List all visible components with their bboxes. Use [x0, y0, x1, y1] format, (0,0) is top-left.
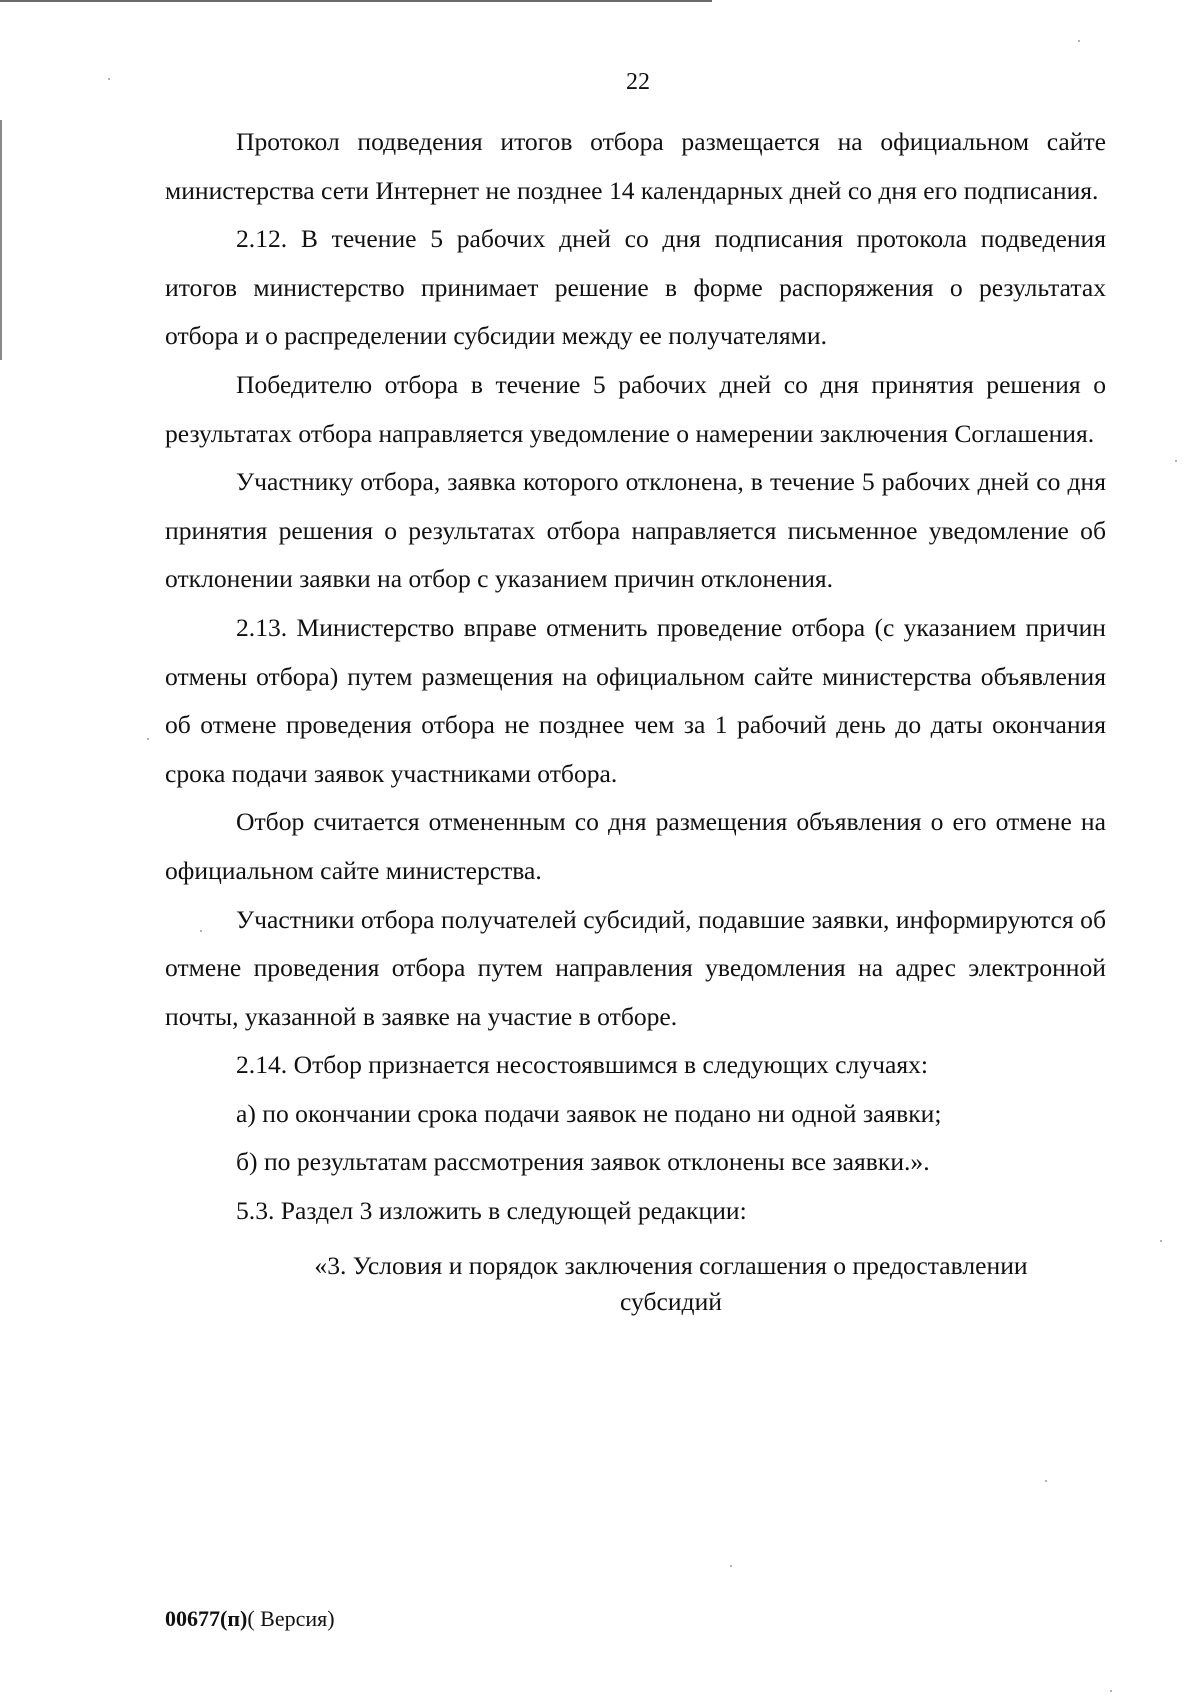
scan-speck — [200, 930, 202, 932]
paragraph-participants-informed: Участники отбора получателей субсидий, подавшие заявки, информируются об отмене проведения отбора путем направления уведомления на адрес электронной почты, указанной в заявке на участие в отборе. — [165, 904, 1106, 1031]
document-body — [165, 118, 1106, 1320]
paragraph-protocol-publication: Протокол подведения итогов отбора размещается на официальном сайте министерства сети Интернет не позднее 14 календарных дней со дня его подписания. — [165, 127, 1106, 205]
footer — [165, 1604, 335, 1634]
list-item-a: а) по окончании срока подачи заявок не подано ни одной заявки; — [236, 1098, 942, 1128]
scan-speck — [1078, 40, 1080, 42]
section-heading — [165, 1248, 1106, 1320]
document-code: 00677(п) — [165, 1606, 248, 1631]
paragraph-cancel-effective: Отбор считается отмененным со дня размещения объявления о его отмене на официальном сайте министерства. — [165, 807, 1106, 885]
paragraph-rejection-notice: Участнику отбора, заявка которого отклонена, в течение 5 рабочих дней со дня принятия решения о результатах отбора направляется письменное уведомление об отклонении заявки на отбор с указанием причин отклонения. — [165, 467, 1106, 594]
list-item-b: б) по результатам рассмотрения заявок отклонены все заявки.». — [236, 1147, 930, 1177]
paragraph-2-14: 2.14. Отбор признается несостоявшимся в следующих случаях: — [236, 1050, 929, 1080]
scan-speck — [1175, 460, 1177, 462]
paragraph-2-13: 2.13. Министерство вправе отменить проведение отбора (с указанием причин отмены отбора) путем размещения на официальном сайте министерства объявления об отмене проведения отбора не позднее чем за 1 рабочий день до даты окончания срока подачи заявок участниками отбора. — [165, 612, 1106, 788]
paragraph-2-12: 2.12. В течение 5 рабочих дней со дня подписания протокола подведения итогов министерство принимает решение в форме распоряжения о результатах отбора и о распределении субсидии между ее получателями. — [165, 224, 1106, 351]
page-number: 22 — [626, 69, 650, 95]
scan-edge-left — [0, 120, 2, 360]
scan-speck — [108, 78, 110, 80]
section-heading-line-2: субсидий — [620, 1286, 722, 1316]
scan-speck — [1110, 1690, 1112, 1692]
section-heading-line-1: «3. Условия и порядок заключения соглашения о предоставлении — [314, 1250, 1028, 1280]
scan-edge-top — [0, 0, 712, 2]
paragraph-winner-notice: Победителю отбора в течение 5 рабочих дней со дня принятия решения о результатах отбора направляется уведомление о намерении заключения Соглашения. — [165, 369, 1106, 448]
paragraph-5-3: 5.3. Раздел 3 изложить в следующей редакции: — [236, 1196, 747, 1226]
scan-speck — [1160, 1240, 1162, 1242]
scan-speck — [730, 1565, 732, 1567]
scan-speck — [1045, 1480, 1047, 1482]
scan-speck — [147, 738, 149, 740]
document-version: ( Версия) — [247, 1606, 335, 1631]
